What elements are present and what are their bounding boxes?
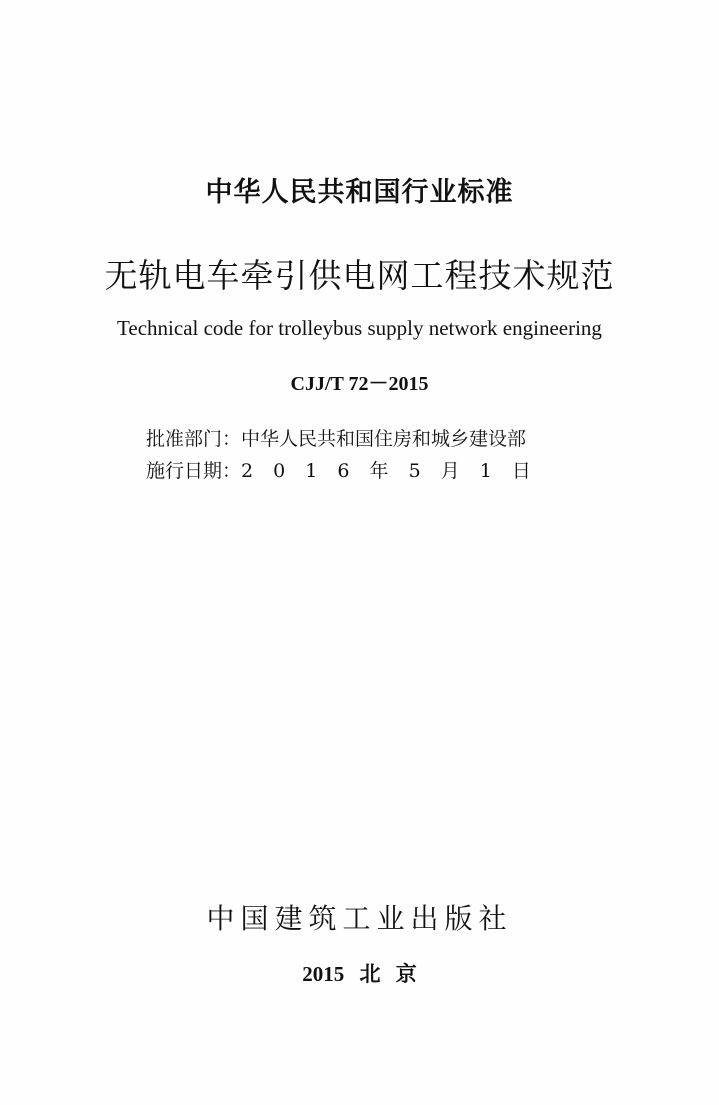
title-english: Technical code for trolleybus supply network engineering (117, 316, 602, 340)
effective-date-value: 2 0 1 6 年 5 月 1 日 (241, 460, 532, 482)
effective-date-row (146, 456, 666, 483)
standard-code: CJJ/T 72－2015 (290, 373, 429, 395)
approval-label: 批准部门： (146, 428, 242, 450)
publisher-name: 中国建筑工业出版社 (206, 902, 513, 935)
approval-row (146, 424, 666, 451)
standard-category: 中华人民共和国行业标准 (205, 177, 514, 208)
title-chinese: 无轨电车牵引供电网工程技术规范 (104, 256, 615, 295)
approval-value: 中华人民共和国住房和城乡建设部 (241, 428, 527, 450)
publish-year-place: 2015 北 京 (302, 962, 417, 986)
effective-date-label: 施行日期： (146, 460, 242, 482)
